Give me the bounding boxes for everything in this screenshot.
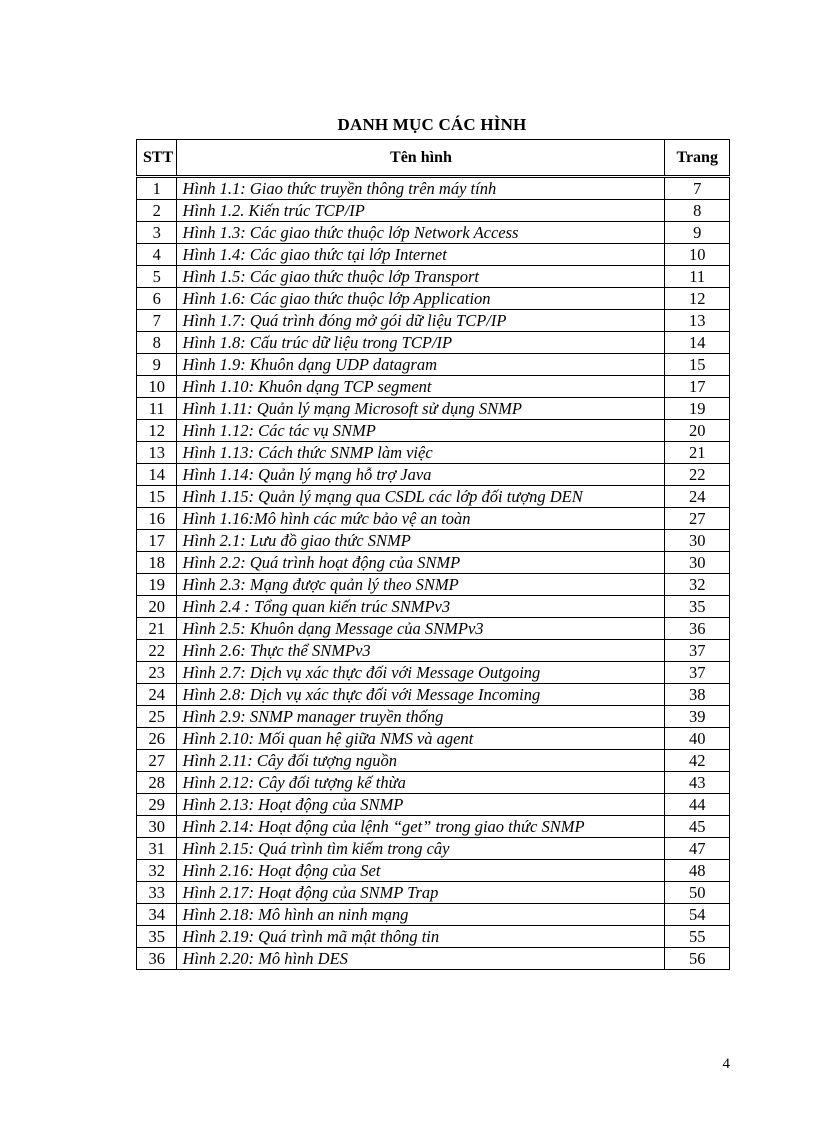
row-page: 10 [665, 244, 730, 266]
row-page: 30 [665, 530, 730, 552]
row-stt: 30 [137, 816, 177, 838]
row-page: 20 [665, 420, 730, 442]
row-stt: 7 [137, 310, 177, 332]
row-figure-name: Hình 1.16:Mô hình các mức bảo vệ an toàn [177, 508, 665, 530]
row-figure-name: Hình 2.6: Thực thể SNMPv3 [177, 640, 665, 662]
row-page: 15 [665, 354, 730, 376]
row-page: 30 [665, 552, 730, 574]
row-figure-name: Hình 2.16: Hoạt động của Set [177, 860, 665, 882]
row-page: 37 [665, 640, 730, 662]
row-stt: 19 [137, 574, 177, 596]
row-stt: 15 [137, 486, 177, 508]
table-row [137, 222, 730, 244]
row-page: 44 [665, 794, 730, 816]
table-row [137, 332, 730, 354]
table-row [137, 354, 730, 376]
row-page: 55 [665, 926, 730, 948]
row-figure-name: Hình 2.4 : Tổng quan kiến trúc SNMPv3 [177, 596, 665, 618]
table-row [137, 244, 730, 266]
row-page: 47 [665, 838, 730, 860]
row-stt: 11 [137, 398, 177, 420]
row-page: 13 [665, 310, 730, 332]
row-stt: 33 [137, 882, 177, 904]
table-row [137, 596, 730, 618]
table-row [137, 926, 730, 948]
figure-list-table [136, 139, 730, 970]
row-stt: 3 [137, 222, 177, 244]
row-figure-name: Hình 1.5: Các giao thức thuộc lớp Transport [177, 266, 665, 288]
row-stt: 9 [137, 354, 177, 376]
row-page: 35 [665, 596, 730, 618]
table-row [137, 442, 730, 464]
table-row [137, 486, 730, 508]
row-page: 37 [665, 662, 730, 684]
row-stt: 20 [137, 596, 177, 618]
row-stt: 8 [137, 332, 177, 354]
table-row [137, 860, 730, 882]
row-stt: 21 [137, 618, 177, 640]
row-figure-name: Hình 1.2. Kiến trúc TCP/IP [177, 200, 665, 222]
row-stt: 5 [137, 266, 177, 288]
row-stt: 17 [137, 530, 177, 552]
row-figure-name: Hình 2.7: Dịch vụ xác thực đối với Message Outgoing [177, 662, 665, 684]
row-figure-name: Hình 1.10: Khuôn dạng TCP segment [177, 376, 665, 398]
row-stt: 29 [137, 794, 177, 816]
table-body [137, 177, 730, 970]
table-row [137, 420, 730, 442]
row-page: 12 [665, 288, 730, 310]
table-row [137, 948, 730, 970]
row-page: 8 [665, 200, 730, 222]
row-figure-name: Hình 2.10: Mối quan hệ giữa NMS và agent [177, 728, 665, 750]
table-row [137, 772, 730, 794]
row-figure-name: Hình 1.15: Quản lý mạng qua CSDL các lớp đối tượng DEN [177, 486, 665, 508]
table-row [137, 464, 730, 486]
table-header-row [137, 140, 730, 177]
row-stt: 31 [137, 838, 177, 860]
row-page: 50 [665, 882, 730, 904]
table-row [137, 706, 730, 728]
row-page: 32 [665, 574, 730, 596]
row-stt: 26 [137, 728, 177, 750]
row-figure-name: Hình 2.15: Quá trình tìm kiếm trong cây [177, 838, 665, 860]
row-stt: 10 [137, 376, 177, 398]
row-figure-name: Hình 2.12: Cây đối tượng kế thừa [177, 772, 665, 794]
row-figure-name: Hình 2.18: Mô hình an ninh mạng [177, 904, 665, 926]
row-stt: 36 [137, 948, 177, 970]
row-figure-name: Hình 2.2: Quá trình hoạt động của SNMP [177, 552, 665, 574]
row-figure-name: Hình 2.14: Hoạt động của lệnh “get” trong giao thức SNMP [177, 816, 665, 838]
row-stt: 25 [137, 706, 177, 728]
row-figure-name: Hình 2.19: Quá trình mã mật thông tin [177, 926, 665, 948]
row-figure-name: Hình 1.3: Các giao thức thuộc lớp Network Access [177, 222, 665, 244]
row-figure-name: Hình 2.11: Cây đối tượng nguồn [177, 750, 665, 772]
table-row [137, 794, 730, 816]
row-stt: 18 [137, 552, 177, 574]
row-figure-name: Hình 2.17: Hoạt động của SNMP Trap [177, 882, 665, 904]
row-stt: 27 [137, 750, 177, 772]
row-page: 54 [665, 904, 730, 926]
row-figure-name: Hình 1.14: Quản lý mạng hỗ trợ Java [177, 464, 665, 486]
row-page: 11 [665, 266, 730, 288]
row-stt: 32 [137, 860, 177, 882]
table-row [137, 618, 730, 640]
table-row [137, 552, 730, 574]
table-row [137, 816, 730, 838]
row-stt: 23 [137, 662, 177, 684]
table-row [137, 684, 730, 706]
row-figure-name: Hình 2.8: Dịch vụ xác thực đối với Message Incoming [177, 684, 665, 706]
table-row [137, 376, 730, 398]
row-page: 7 [665, 177, 730, 200]
row-page: 45 [665, 816, 730, 838]
row-figure-name: Hình 2.20: Mô hình DES [177, 948, 665, 970]
row-figure-name: Hình 1.13: Cách thức SNMP làm việc [177, 442, 665, 464]
table-row [137, 640, 730, 662]
table-row [137, 200, 730, 222]
page-number: 4 [722, 1056, 730, 1072]
row-page: 19 [665, 398, 730, 420]
row-page: 56 [665, 948, 730, 970]
row-page: 40 [665, 728, 730, 750]
row-figure-name: Hình 1.4: Các giao thức tại lớp Internet [177, 244, 665, 266]
row-page: 42 [665, 750, 730, 772]
row-stt: 4 [137, 244, 177, 266]
row-stt: 35 [137, 926, 177, 948]
header-figure-name: Tên hình [177, 140, 665, 177]
row-figure-name: Hình 2.5: Khuôn dạng Message của SNMPv3 [177, 618, 665, 640]
row-stt: 16 [137, 508, 177, 530]
row-stt: 12 [137, 420, 177, 442]
row-page: 21 [665, 442, 730, 464]
row-page: 48 [665, 860, 730, 882]
row-stt: 24 [137, 684, 177, 706]
table-row [137, 310, 730, 332]
row-stt: 1 [137, 177, 177, 200]
row-page: 14 [665, 332, 730, 354]
row-figure-name: Hình 1.8: Cấu trúc dữ liệu trong TCP/IP [177, 332, 665, 354]
row-stt: 13 [137, 442, 177, 464]
row-figure-name: Hình 1.11: Quản lý mạng Microsoft sử dụng SNMP [177, 398, 665, 420]
row-figure-name: Hình 1.6: Các giao thức thuộc lớp Application [177, 288, 665, 310]
row-page: 24 [665, 486, 730, 508]
row-figure-name: Hình 1.1: Giao thức truyền thông trên máy tính [177, 177, 665, 200]
header-page: Trang [665, 140, 730, 177]
row-figure-name: Hình 2.13: Hoạt động của SNMP [177, 794, 665, 816]
table-row [137, 574, 730, 596]
row-page: 38 [665, 684, 730, 706]
row-stt: 2 [137, 200, 177, 222]
table-row [137, 838, 730, 860]
table-row [137, 530, 730, 552]
table-row [137, 882, 730, 904]
row-figure-name: Hình 1.12: Các tác vụ SNMP [177, 420, 665, 442]
row-figure-name: Hình 2.9: SNMP manager truyền thống [177, 706, 665, 728]
row-stt: 34 [137, 904, 177, 926]
row-page: 9 [665, 222, 730, 244]
row-stt: 6 [137, 288, 177, 310]
row-page: 39 [665, 706, 730, 728]
row-page: 17 [665, 376, 730, 398]
row-page: 27 [665, 508, 730, 530]
table-row [137, 750, 730, 772]
table-row [137, 177, 730, 200]
table-row [137, 904, 730, 926]
table-row [137, 398, 730, 420]
row-figure-name: Hình 2.1: Lưu đồ giao thức SNMP [177, 530, 665, 552]
row-page: 22 [665, 464, 730, 486]
row-figure-name: Hình 1.9: Khuôn dạng UDP datagram [177, 354, 665, 376]
row-stt: 14 [137, 464, 177, 486]
row-page: 36 [665, 618, 730, 640]
page-title: DANH MỤC CÁC HÌNH [337, 115, 527, 134]
table-row [137, 266, 730, 288]
row-figure-name: Hình 2.3: Mạng được quản lý theo SNMP [177, 574, 665, 596]
table-row [137, 508, 730, 530]
table-row [137, 728, 730, 750]
table-row [137, 662, 730, 684]
table-row [137, 288, 730, 310]
row-stt: 22 [137, 640, 177, 662]
row-page: 43 [665, 772, 730, 794]
header-stt: STT [137, 140, 177, 177]
row-stt: 28 [137, 772, 177, 794]
row-figure-name: Hình 1.7: Quá trình đóng mở gói dữ liệu TCP/IP [177, 310, 665, 332]
